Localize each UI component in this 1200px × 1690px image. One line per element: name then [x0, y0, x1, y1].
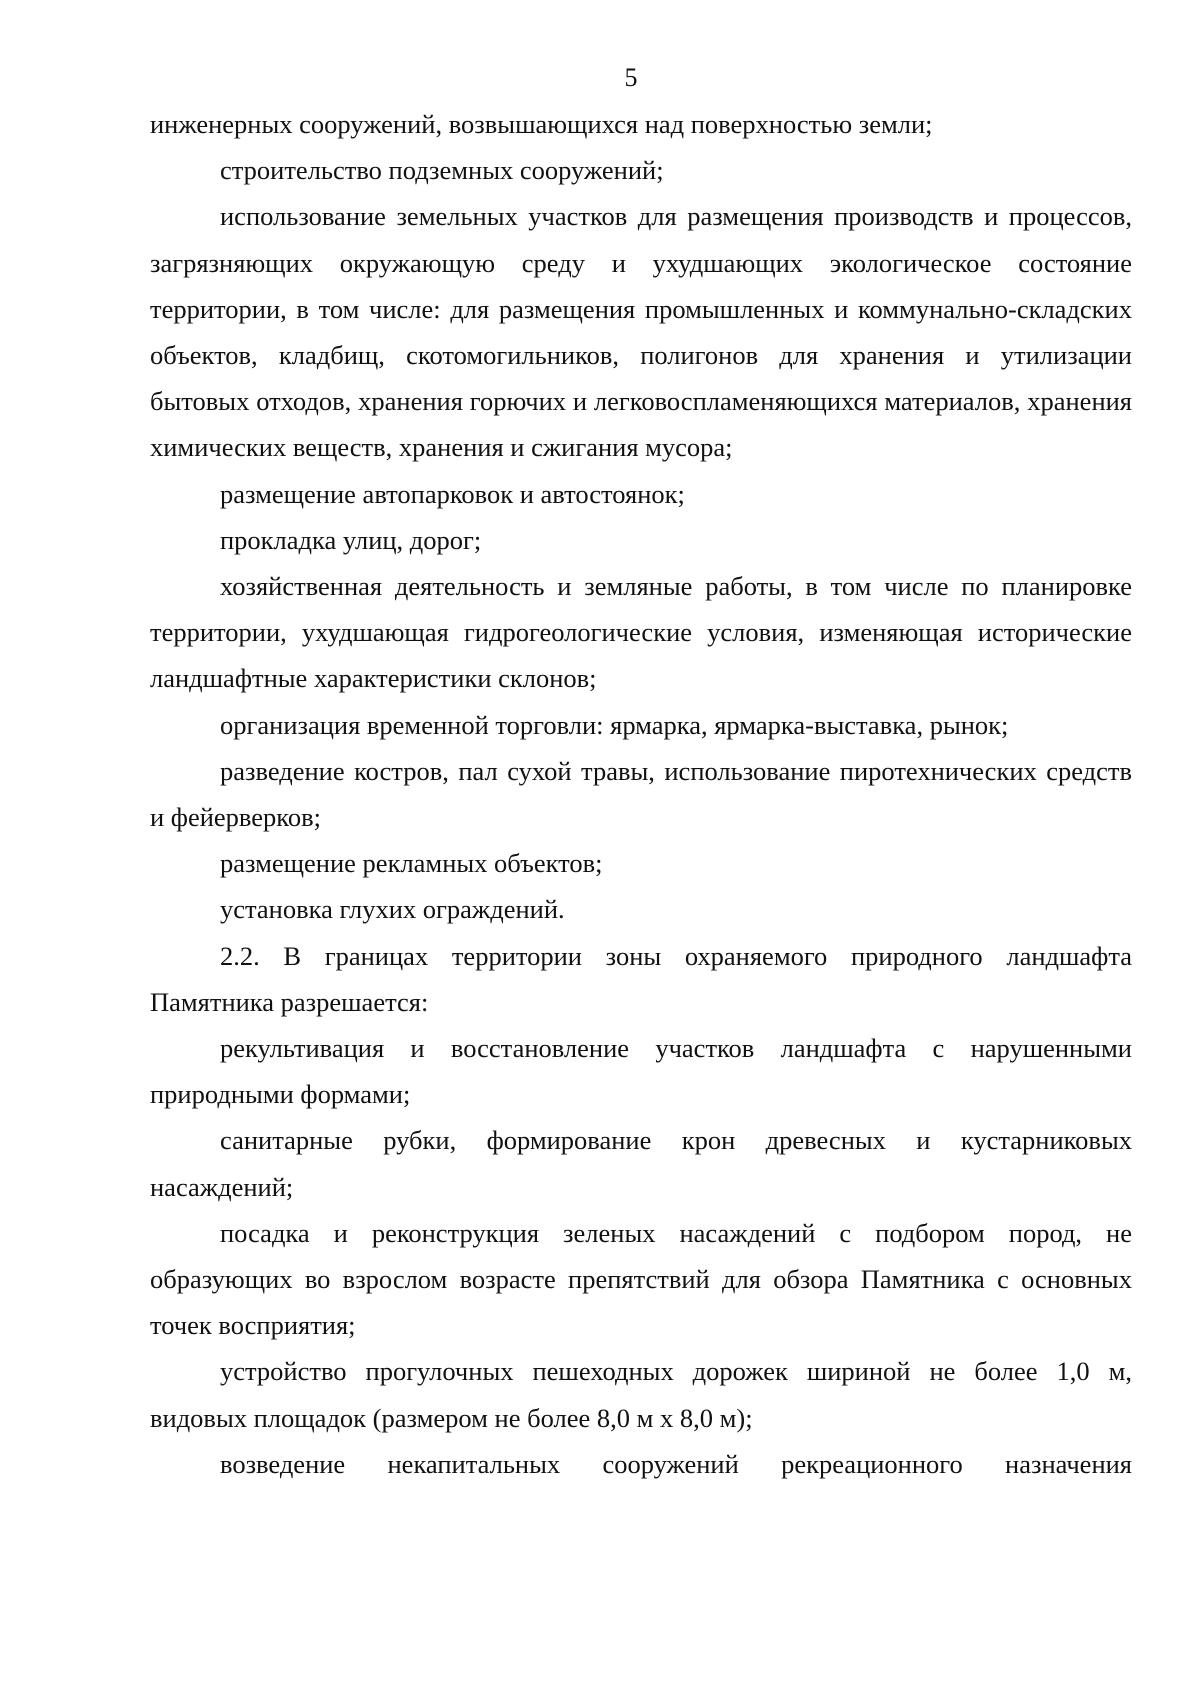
page-number: 5: [624, 63, 638, 92]
paragraph: 2.2. В границах территории зоны охраняемого природного ландшафта Памятника разрешается:: [150, 940, 1132, 1017]
paragraph: хозяйственная деятельность и земляные работы, в том числе по планировке территории, ухудшающая гидрогеологические условия, изменяющая исторические ландшафтные характеристики склонов;: [150, 571, 1132, 694]
paragraph: возведение некапитальных сооружений рекреационного назначения: [220, 1448, 1132, 1479]
paragraph: посадка и реконструкция зеленых насаждений с подбором пород, не образующих во взрослом возрасте препятствий для обзора Памятника с основных точек восприятия;: [150, 1217, 1132, 1341]
paragraph: прокладка улиц, дорог;: [220, 524, 482, 555]
paragraph: санитарные рубки, формирование крон древесных и кустарниковых насаждений;: [150, 1125, 1132, 1202]
paragraph: размещение рекламных объектов;: [220, 848, 603, 879]
paragraph: организация временной торговли: ярмарка, ярмарка-выставка, рынок;: [220, 709, 1009, 740]
paragraph: рекультивация и восстановление участков ландшафта с нарушенными природными формами;: [150, 1033, 1132, 1110]
paragraph: использование земельных участков для размещения производств и процессов, загрязняющих окружающую среду и ухудшающих экологическое состояние территории, в том числе: для размещения промышленных и коммунально-складских объектов, кладбищ, скотомогильников, полигонов для хранения и утилизации бытовых отходов, хранения горючих и легковоспламеняющихся материалов, хранения химических веществ, хранения и сжигания мусора;: [150, 201, 1132, 463]
paragraph: размещение автопарковок и автостоянок;: [220, 478, 685, 509]
paragraph: устройство прогулочных пешеходных дорожек шириной не более 1,0 м, видовых площадок (размером не более 8,0 м х 8,0 м);: [150, 1356, 1132, 1433]
paragraph: разведение костров, пал сухой травы, использование пиротехнических средств и фейерверков;: [150, 755, 1132, 833]
paragraph: установка глухих ограждений.: [220, 894, 565, 925]
document-body: [150, 101, 1132, 1487]
paragraph: строительство подземных сооружений;: [220, 155, 664, 186]
paragraph: инженерных сооружений, возвышающихся над поверхностью земли;: [150, 109, 933, 139]
